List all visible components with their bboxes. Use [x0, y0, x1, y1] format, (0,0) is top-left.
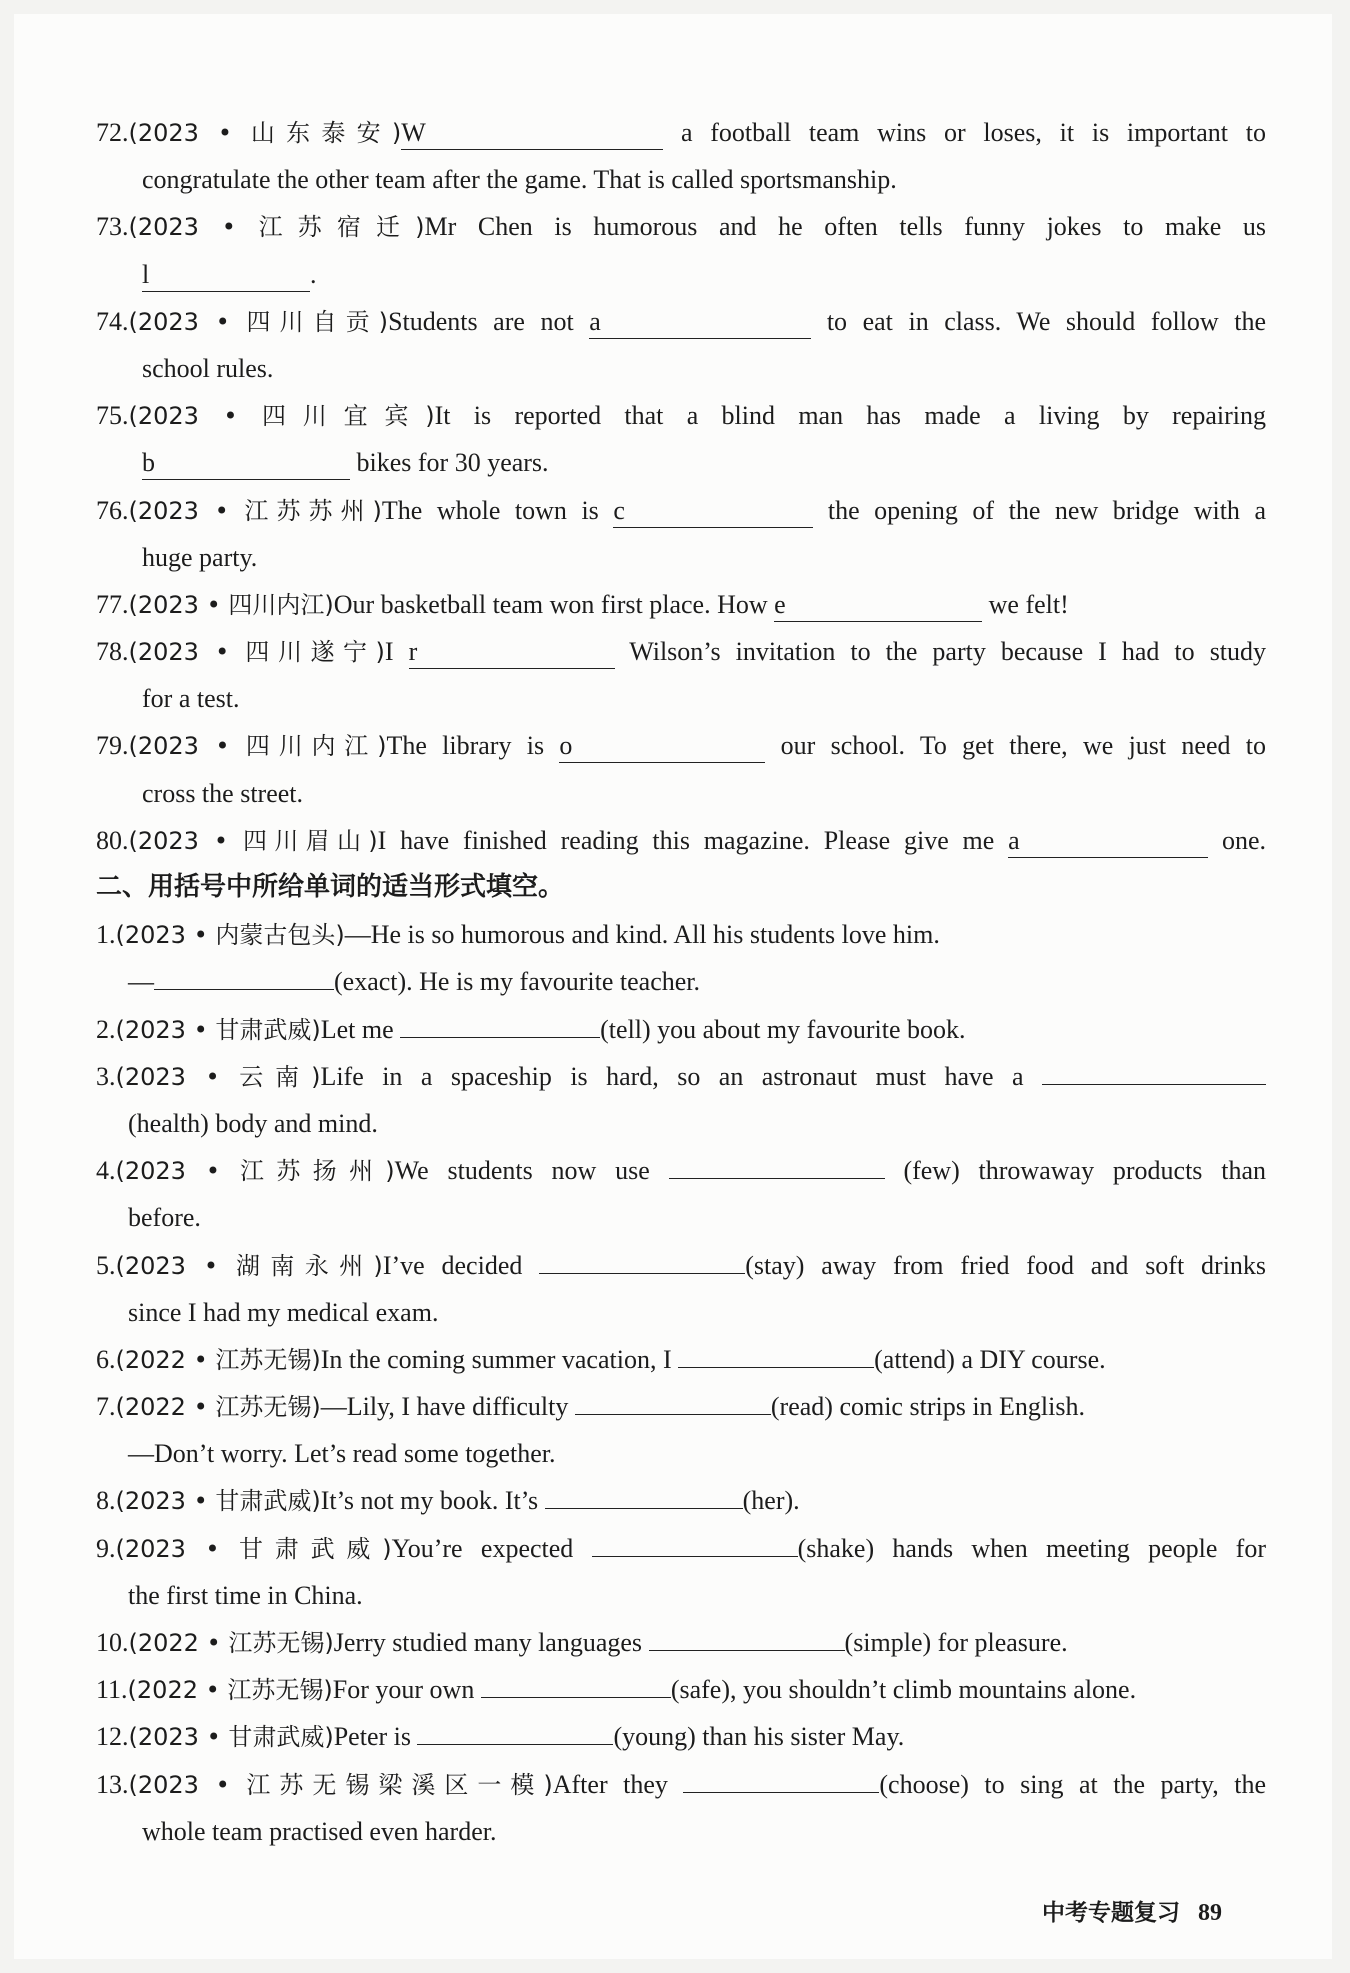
- source-tag: (2023 • 内蒙古包头): [115, 921, 345, 950]
- question-s13-cont: [96, 1808, 1266, 1855]
- answer-blank[interactable]: [539, 1273, 745, 1274]
- source-tag: (2023 • 四川内江): [128, 590, 334, 619]
- answer-blank[interactable]: [1008, 825, 1208, 858]
- answer-blank[interactable]: [154, 989, 334, 990]
- question-text: —Don’t worry. Let’s read some together.: [128, 1439, 556, 1469]
- question-text: The library is: [386, 731, 545, 761]
- question-text: (simple) for pleasure.: [844, 1628, 1068, 1657]
- question-number: 80.: [96, 825, 129, 855]
- question-78: [96, 628, 1266, 675]
- question-s3-cont: [96, 1100, 1266, 1147]
- hint-letter: a: [1008, 825, 1020, 855]
- question-text: For your own: [332, 1675, 475, 1705]
- question-72-cont: [96, 156, 1266, 203]
- answer-blank[interactable]: [559, 730, 765, 763]
- question-text: our school. To get there, we just need to: [780, 731, 1267, 761]
- worksheet-page: [14, 14, 1332, 1959]
- source-tag: (2023 • 四川宜宾): [128, 402, 435, 431]
- question-text: I: [384, 637, 394, 667]
- question-number: 10.: [96, 1628, 129, 1657]
- source-tag: (2023 • 甘肃武威): [115, 1534, 392, 1563]
- hint-letter: b: [142, 448, 155, 478]
- hint-letter: l: [142, 259, 150, 289]
- source-tag: (2022 • 江苏无锡): [115, 1393, 321, 1422]
- question-76: [96, 487, 1266, 534]
- question-75: [96, 392, 1266, 439]
- question-number: 74.: [96, 306, 129, 336]
- question-text: Mr Chen is humorous and he often tells funny jokes to make us: [424, 212, 1266, 242]
- question-s9-cont: [96, 1572, 1266, 1619]
- question-s5-cont: [96, 1289, 1266, 1336]
- page-number: 89: [1198, 1900, 1222, 1926]
- question-text: to eat in class. We should follow the: [826, 306, 1267, 336]
- source-tag: (2023 • 甘肃武威): [115, 1015, 321, 1044]
- answer-blank[interactable]: [401, 117, 663, 150]
- question-s6: [96, 1336, 1266, 1383]
- question-75-cont: [96, 439, 1266, 486]
- question-text: We students now use: [394, 1156, 650, 1186]
- question-text: since I had my medical exam.: [128, 1297, 439, 1327]
- hint-letter: e: [774, 589, 786, 619]
- question-text: It’s not my book. It’s: [320, 1486, 539, 1516]
- question-text: we felt!: [988, 589, 1069, 619]
- answer-blank[interactable]: [417, 1744, 613, 1745]
- answer-blank[interactable]: [575, 1414, 771, 1415]
- question-text: cross the street.: [142, 778, 304, 808]
- hint-letter: o: [559, 731, 573, 761]
- source-tag: (2023 • 云南): [115, 1062, 321, 1091]
- question-text: It is reported that a blind man has made a living by repairing: [434, 401, 1266, 431]
- question-text: Peter is: [333, 1722, 411, 1752]
- question-text: (shake) hands when meeting people for: [797, 1533, 1267, 1563]
- question-number: 77.: [96, 589, 129, 619]
- question-number: 6.: [96, 1344, 116, 1374]
- source-tag: (2023 • 江苏无锡梁溪区一模): [128, 1770, 553, 1799]
- question-text: Life in a spaceship is hard, so an astronaut must have a: [320, 1061, 1024, 1091]
- answer-blank[interactable]: [142, 259, 310, 292]
- question-74: [96, 298, 1266, 345]
- source-tag: (2023 • 四川遂宁): [128, 638, 385, 667]
- question-text: (choose) to sing at the party, the: [879, 1769, 1267, 1799]
- question-number: 79.: [96, 731, 129, 761]
- question-text: (stay) away from fried food and soft drinks: [745, 1250, 1267, 1280]
- answer-blank[interactable]: [400, 1037, 600, 1038]
- page-footer: [1042, 1894, 1222, 1927]
- question-text: The whole town is: [381, 495, 599, 525]
- question-text: Wilson’s invitation to the party because I had to study: [629, 637, 1267, 667]
- question-s11: [96, 1666, 1266, 1713]
- question-s12: [96, 1713, 1266, 1760]
- dash: —: [128, 967, 154, 997]
- question-text: (safe), you shouldn’t climb mountains alone.: [670, 1675, 1137, 1705]
- question-text: (read) comic strips in English.: [770, 1392, 1085, 1422]
- answer-blank[interactable]: [683, 1792, 879, 1793]
- answer-blank[interactable]: [592, 1556, 798, 1557]
- source-tag: (2023 • 江苏扬州): [115, 1157, 395, 1186]
- question-list: [96, 109, 1266, 1855]
- question-text: bikes for 30 years.: [356, 448, 549, 478]
- answer-blank[interactable]: [545, 1508, 743, 1509]
- question-number: 13.: [96, 1769, 129, 1799]
- question-text: .: [310, 259, 317, 289]
- question-text: (exact). He is my favourite teacher.: [334, 967, 700, 997]
- question-number: 73.: [96, 212, 129, 242]
- question-text: (attend) a DIY course.: [874, 1344, 1106, 1374]
- source-tag: (2022 • 江苏无锡): [128, 1629, 334, 1657]
- question-74-cont: [96, 345, 1266, 392]
- question-text: huge party.: [142, 542, 258, 572]
- question-text: before.: [128, 1203, 201, 1233]
- question-73: [96, 203, 1266, 250]
- question-text: whole team practised even harder.: [142, 1816, 497, 1846]
- question-79-cont: [96, 770, 1266, 817]
- question-number: 5.: [96, 1250, 116, 1280]
- question-s1: [96, 911, 1266, 958]
- source-tag: (2022 • 江苏无锡): [127, 1676, 333, 1705]
- source-tag: (2023 • 山东泰安): [128, 119, 402, 147]
- question-s9: [96, 1525, 1266, 1572]
- question-number: 9.: [96, 1533, 116, 1563]
- source-tag: (2022 • 江苏无锡): [115, 1345, 321, 1374]
- answer-blank[interactable]: [649, 1650, 845, 1651]
- question-80: [96, 817, 1266, 864]
- question-s8: [96, 1477, 1266, 1524]
- question-76-cont: [96, 534, 1266, 581]
- question-s7: [96, 1383, 1266, 1430]
- answer-blank[interactable]: [678, 1367, 874, 1368]
- question-text: (few) throwaway products than: [903, 1156, 1267, 1186]
- question-number: 11.: [96, 1675, 128, 1705]
- answer-blank[interactable]: [481, 1697, 671, 1698]
- question-number: 8.: [96, 1486, 116, 1516]
- question-s7-cont: [96, 1430, 1266, 1477]
- question-text: congratulate the other team after the game. That is called sportsmanship.: [142, 165, 897, 195]
- question-number: 2.: [96, 1014, 116, 1044]
- question-text: —He is so humorous and kind. All his students love him.: [344, 920, 940, 950]
- question-number: 3.: [96, 1061, 116, 1091]
- question-s5: [96, 1242, 1266, 1289]
- source-tag: (2023 • 甘肃武威): [128, 1723, 334, 1752]
- section-heading: 二、用括号中所给单词的适当形式填空。: [96, 872, 565, 902]
- question-text: the opening of the new bridge with a: [827, 495, 1266, 525]
- question-text: I have finished reading this magazine. Please give me: [377, 825, 995, 855]
- source-tag: (2023 • 江苏宿迁): [128, 213, 425, 242]
- source-tag: (2023 • 江苏苏州): [128, 496, 382, 525]
- question-text: a football team wins or loses, it is important to: [680, 118, 1266, 147]
- question-s1-cont: [96, 958, 1266, 1005]
- question-text: I’ve decided: [382, 1250, 523, 1280]
- question-number: 75.: [96, 401, 129, 431]
- question-text: Jerry studied many languages: [333, 1628, 643, 1657]
- question-text: the first time in China.: [128, 1580, 363, 1610]
- source-tag: (2023 • 湖南永州): [115, 1251, 383, 1280]
- answer-blank[interactable]: [142, 447, 350, 480]
- question-text: for a test.: [142, 684, 240, 714]
- question-77: [96, 581, 1266, 628]
- source-tag: (2023 • 四川眉山): [128, 826, 378, 855]
- answer-blank[interactable]: [409, 636, 615, 669]
- source-tag: (2023 • 四川自贡): [128, 307, 389, 336]
- question-79: [96, 722, 1266, 769]
- question-number: 7.: [96, 1392, 116, 1422]
- source-tag: (2023 • 甘肃武威): [115, 1487, 321, 1516]
- question-text: (tell) you about my favourite book.: [600, 1014, 966, 1044]
- hint-letter: W: [401, 118, 426, 147]
- question-72: [96, 109, 1266, 156]
- question-s2: [96, 1006, 1266, 1053]
- question-text: Our basketball team won first place. How: [333, 589, 768, 619]
- hint-letter: a: [589, 306, 601, 336]
- question-text: Let me: [320, 1014, 394, 1044]
- question-text: (her).: [742, 1486, 800, 1516]
- question-number: 12.: [96, 1722, 129, 1752]
- answer-blank[interactable]: [774, 589, 982, 622]
- question-number: 1.: [96, 920, 116, 950]
- question-text: After they: [552, 1769, 668, 1799]
- footer-title: 中考专题复习: [1042, 1900, 1180, 1926]
- question-text: —Lily, I have difficulty: [320, 1392, 569, 1422]
- question-number: 4.: [96, 1156, 116, 1186]
- question-text: school rules.: [142, 353, 274, 383]
- source-tag: (2023 • 四川内江): [128, 732, 387, 761]
- question-text: one.: [1221, 825, 1267, 855]
- question-number: 76.: [96, 495, 129, 525]
- question-s10: [96, 1619, 1266, 1666]
- question-73-cont: [96, 251, 1266, 298]
- answer-blank[interactable]: [669, 1178, 885, 1179]
- question-78-cont: [96, 675, 1266, 722]
- question-s4: [96, 1147, 1266, 1194]
- question-s3: [96, 1053, 1266, 1100]
- question-text: You’re expected: [391, 1533, 574, 1563]
- hint-letter: r: [408, 637, 418, 667]
- answer-blank[interactable]: [1042, 1084, 1266, 1085]
- question-s13: [96, 1761, 1266, 1808]
- question-text: (young) than his sister May.: [613, 1722, 905, 1752]
- question-text: (health) body and mind.: [128, 1108, 378, 1138]
- question-text: In the coming summer vacation, I: [320, 1344, 672, 1374]
- answer-blank[interactable]: [613, 495, 813, 528]
- answer-blank[interactable]: [589, 306, 811, 339]
- question-number: 72.: [96, 118, 129, 147]
- question-s4-cont: [96, 1194, 1266, 1241]
- question-number: 78.: [96, 637, 129, 667]
- question-text: Students are not: [388, 306, 574, 336]
- hint-letter: c: [613, 495, 625, 525]
